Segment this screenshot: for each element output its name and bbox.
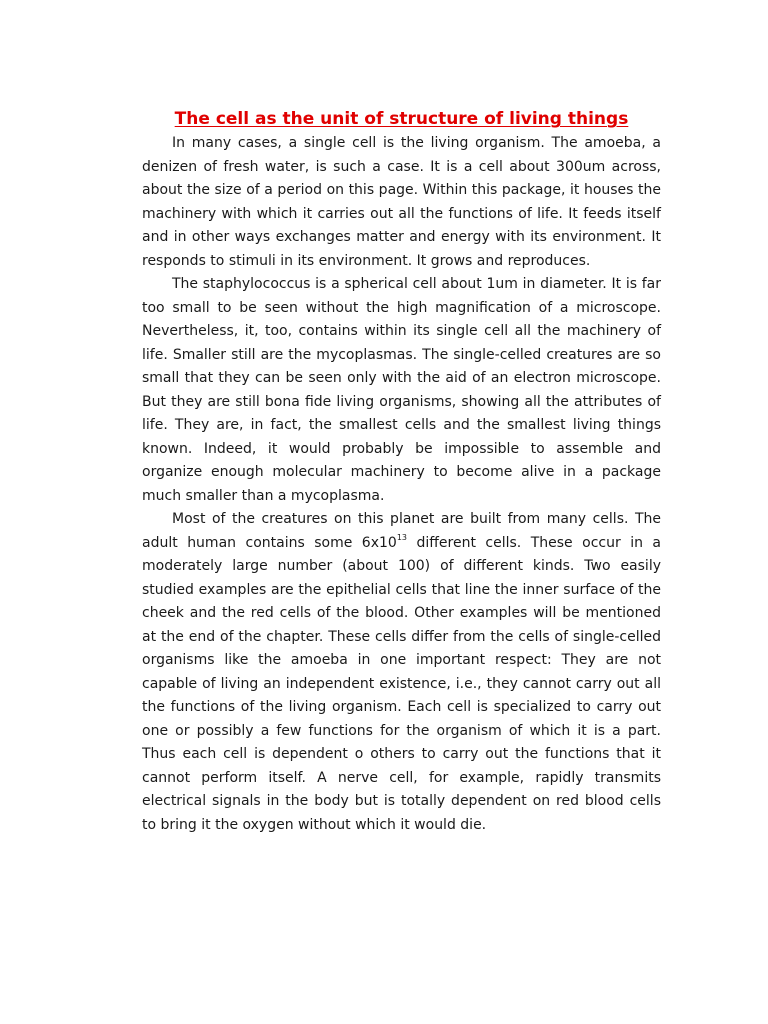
paragraph-text-end: different cells. These occur in a moderately large number (about 100) of different kinds. Two easily studied examples are the epithelial cells that line the inner surface of the cheek and the red cells of the blood. Other examples will be mentioned at the end of the chapter. These cells differ from the cells of single-celled organisms like the amoeba in one important respect: They are not capable of living an independent existence, i.e., they cannot carry out all the functions of the living organism. Each cell is specialized to carry out one or possibly a few functions for the organism of which it is a part. Thus each cell is dependent o others to carry out the functions that it cannot perform itself. A nerve cell, for example, rapidly transmits electrical signals in the body but is totally dependent on red blood cells to bring it the oxygen without which it would die. [142, 534, 662, 833]
document-body [142, 106, 661, 837]
exponent-superscript: 13 [396, 532, 408, 542]
document-title: The cell as the unit of structure of living things [174, 109, 629, 129]
paragraph-multicellular [142, 508, 661, 837]
paragraph-amoeba: In many cases, a single cell is the living organism. The amoeba, a denizen of fresh water, is such a case. It is a cell about 300um across, about the size of a period on this page. Within this package, it houses the machinery with which it carries out all the functions of life. It feeds itself and in other ways exchanges matter and energy with its environment. It responds to stimuli in its environment. It grows and reproduces. [142, 135, 661, 269]
paragraph-text-start: Most of the creatures on this planet are built from many cells. The adult human contains some 6x10 [142, 511, 661, 551]
paragraph-staphylococcus: The staphylococcus is a spherical cell about 1um in diameter. It is far too small to be seen without the high magnification of a microscope. Nevertheless, it, too, contains within its single cell all the machinery of life. Smaller still are the mycoplasmas. The single-celled creatures are so small that they can be seen only with the aid of an electron microscope. But they are still bona fide living organisms, showing all the attributes of life. They are, in fact, the smallest cells and the smallest living things known. Indeed, it would probably be impossible to assemble and organize enough molecular machinery to become alive in a package much smaller than a mycoplasma. [142, 276, 661, 504]
